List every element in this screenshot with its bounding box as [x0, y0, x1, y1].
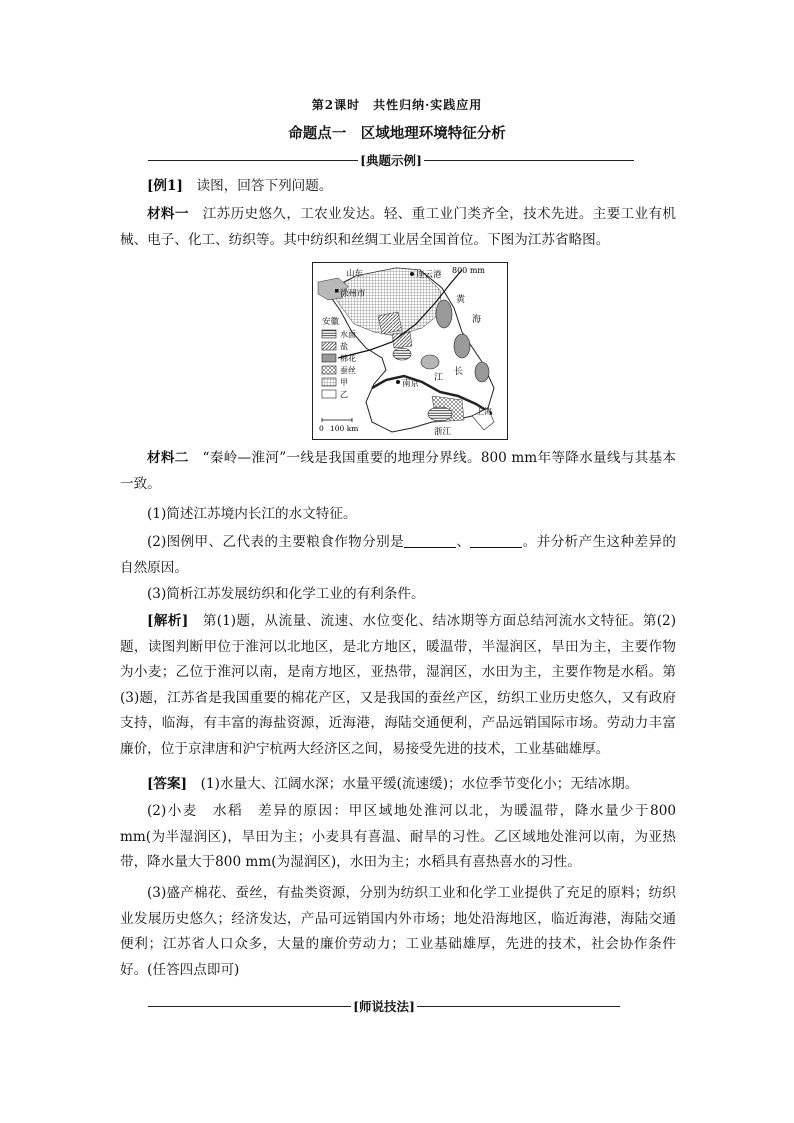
legend-label-cotton: 棉花	[340, 354, 356, 363]
legend-swatch-salt	[322, 342, 336, 350]
label-changjiang-2: 江	[434, 373, 444, 383]
legend-label-yi: 乙	[340, 390, 348, 399]
cotton-coast-1	[436, 300, 452, 328]
example-prompt-text: 读图，回答下列问题。	[196, 178, 333, 194]
legend-swatch-jia	[322, 378, 336, 386]
label-shanghai: 上海	[476, 407, 492, 416]
material-1-text: 江苏历史悠久，工农业发达。轻、重工业门类齐全，技术先进。主要工业有机械、电子、化工、纺织等。其中纺织和丝绸工业居全国首位。下图为江苏省略图。	[120, 206, 677, 248]
answer-1	[120, 772, 676, 798]
answer-label: [答案]	[147, 776, 188, 792]
lesson-title: 第2课时 共性归纳·实践应用	[311, 98, 483, 112]
city-dot-lianyungang	[410, 272, 414, 276]
label-lianyungang: 连云港	[416, 270, 442, 280]
topic-title: 命题点一 区域地理环境特征分析	[288, 125, 506, 142]
question-3: (3)简析江苏发展纺织和化学工业的有利条件。	[147, 586, 425, 602]
label-shandong: 山东	[346, 269, 364, 279]
legend-label-salt: 盐	[340, 342, 348, 351]
city-dot-nanjing	[396, 380, 400, 384]
legend-swatch-cotton	[322, 354, 336, 362]
section-label-examples: [典题示例]	[360, 153, 422, 168]
label-anhui: 安徽	[322, 317, 340, 327]
legend-swatch-silk	[322, 366, 336, 374]
answer-2: (2)小麦 水稻 差异的原因：甲区域地处淮河以北，为暖温带，降水量少于800 mm(为半湿润区)，旱田为主；小麦具有喜温、耐旱的习性。乙区域地处淮河以南，为亚热带，降水量大于800 mm(为湿润区)，水田为主；水稻具有喜热喜水的习性。	[120, 803, 676, 871]
example-label: [例1]	[147, 178, 183, 194]
label-huanghai-2: 海	[472, 315, 482, 325]
legend-label-jia: 甲	[340, 378, 348, 387]
material-2	[120, 446, 676, 497]
answer-blank-1	[404, 533, 456, 548]
label-changjiang-1: 长	[454, 367, 464, 377]
hongze-lake	[393, 348, 411, 360]
city-dot-xuzhou	[335, 289, 339, 293]
material-2-label: 材料二	[147, 450, 189, 466]
legend-label-water: 水面	[340, 330, 356, 339]
material-1-label: 材料一	[147, 206, 189, 222]
material-2-text: “秦岭—淮河”一线是我国重要的地理分界线。800 mm年等降水量线与其基本一致。	[120, 450, 677, 492]
answer-blank-2	[470, 533, 522, 548]
taihu-lake	[428, 407, 452, 421]
question-2-separator: 、	[456, 534, 471, 550]
legend-label-silk: 蚕丝	[340, 366, 356, 375]
salt-area-1	[378, 312, 402, 334]
scale-zero: 0	[319, 424, 324, 433]
section-divider-examples	[148, 151, 634, 169]
answer-3: (3)盛产棉花、蚕丝，有盐类资源，分别为纺织工业和化学工业提供了充足的原料；纺织业发展历史悠久；经济发达，产品可远销国内外市场；地处沿海地区，临近海港，海陆交通便利；江苏省人口众多，大量的廉价劳动力；工业基础雄厚，先进的技术，社会协作条件好。(任答四点即可)	[120, 885, 676, 978]
analysis-label: [解析]	[147, 613, 189, 629]
analysis	[120, 609, 676, 763]
question-2-part-b: 。并分析产生这种差异的自然原因。	[120, 534, 677, 576]
question-1: (1)简述江苏境内长江的水文特征。	[147, 506, 357, 522]
question-2	[120, 530, 676, 581]
label-isohyet: 800 mm	[452, 266, 485, 275]
section-divider-tips	[148, 997, 620, 1015]
question-2-part-a: (2)图例甲、乙代表的主要粮食作物分别是	[147, 534, 405, 550]
material-1	[120, 202, 676, 253]
jiangsu-map	[312, 262, 508, 440]
example-prompt	[120, 174, 676, 200]
legend-swatch-yi	[322, 390, 336, 398]
label-nanjing: 南京	[402, 379, 420, 389]
cotton-inland	[421, 355, 439, 369]
section-label-tips: [师说技法]	[353, 999, 415, 1014]
answer-1-text: (1)水量大、江阔水深；水量平缓(流速缓)；水位季节变化小；无结冰期。	[200, 776, 639, 792]
analysis-text: 第(1)题，从流量、流速、水位变化、结冰期等方面总结河流水文特征。第(2)题，读图判断甲位于淮河以北地区，是北方地区，暖温带，半湿润区，旱田为主，主要作物为小麦；乙位于淮河以南，是南方地区，亚热带，湿润区，水田为主，主要作物是水稻。第(3)题，江苏省是我国重要的棉花产区，又是我国的蚕丝产区，纺织工业历史悠久，又有政府支持，临海，有丰富的海盐资源，近海港，海陆交通便利，产品远销国际市场。劳动力丰富廉价，位于京津唐和沪宁杭两大经济区之间，易接受先进的技术，工业基础雄厚。	[120, 613, 677, 757]
label-xuzhou: 徐州市	[340, 289, 366, 299]
cotton-coast-2	[454, 334, 470, 358]
scale-distance: 100 km	[330, 424, 359, 433]
cotton-coast-3	[475, 362, 489, 382]
label-huanghai-1: 黄	[456, 295, 466, 305]
legend-swatch-water	[322, 330, 336, 338]
label-zhejiang: 浙江	[434, 427, 452, 437]
